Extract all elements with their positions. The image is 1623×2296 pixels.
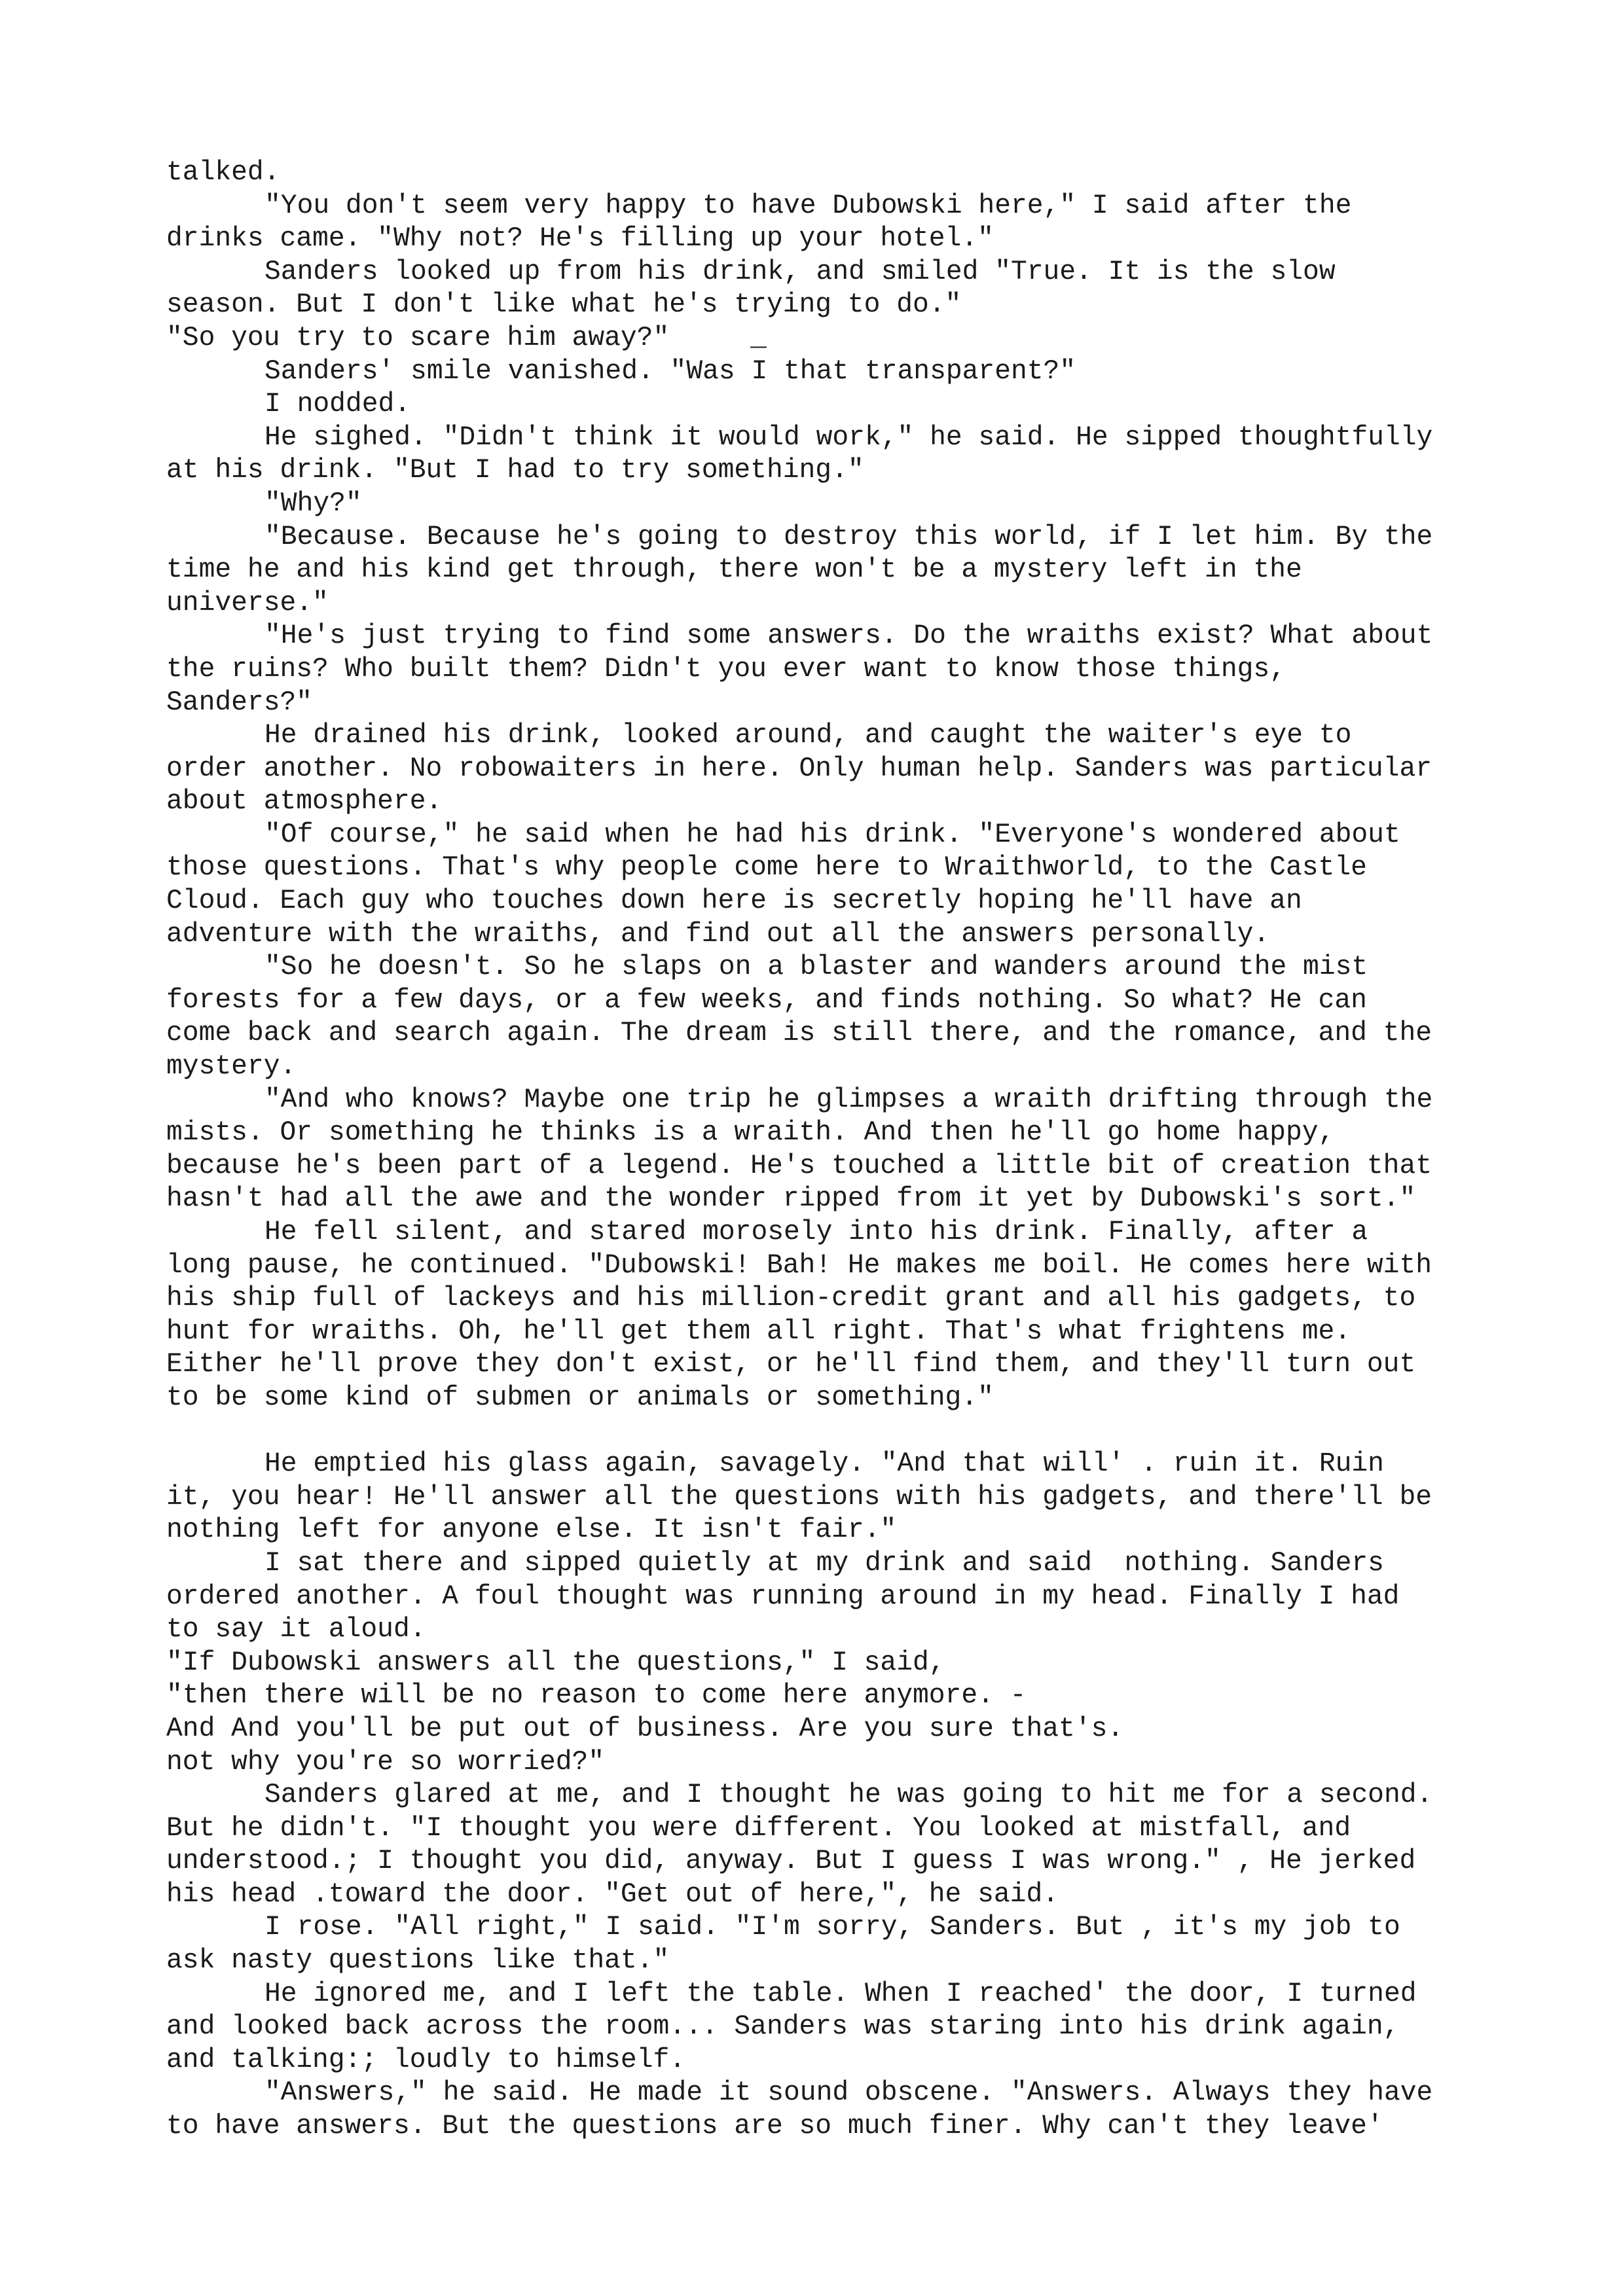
text-line: "So you try to scare him away?" _ [166, 323, 767, 353]
blank-line [166, 1415, 1515, 1448]
text-line: Either he'll prove they don't exist, or he'll find them, and they'll turn out [166, 1350, 1416, 1380]
text-line: "then there will be no reason to come here anymore. - [166, 1681, 1027, 1712]
text-line: ordered another. A foul thought was running around in my head. Finally I had [166, 1581, 1400, 1612]
text-line: nothing left for anyone else. It isn't fair." [166, 1515, 897, 1546]
text-line: adventure with the wraiths, and find out all the answers personally. [166, 919, 1270, 950]
text-line: mists. Or something he thinks is a wraith. And then he'll go home happy, [166, 1118, 1335, 1149]
text-line: his head .toward the door. "Get out of here,", he said. [166, 1879, 1059, 1910]
text-line: "If Dubowski answers all the questions," I said, [166, 1647, 945, 1678]
text-line: I nodded. [264, 389, 411, 420]
text-line: I rose. "All right," I said. "I'm sorry, Sanders. But , it's my job to [264, 1912, 1400, 1943]
text-line: not why you're so worried?" [166, 1747, 605, 1778]
text-line: He drained his drink, looked around, and caught the waiter's eye to [264, 721, 1352, 751]
text-line: universe." [166, 588, 329, 619]
text-line: ask nasty questions like that." [166, 1946, 670, 1977]
text-line: "So he doesn't. So he slaps on a blaster and wanders around the mist [264, 952, 1368, 983]
text-line: "He's just trying to find some answers. Do the wraiths exist? What about [264, 621, 1433, 652]
text-line: about atmosphere. [166, 787, 443, 817]
text-line: his ship full of lackeys and his million-credit grant and all his gadgets, to [166, 1283, 1416, 1314]
text-line: long pause, he continued. "Dubowski! Bah! He makes me boil. He comes here with [166, 1250, 1432, 1281]
text-line: season. But I don't like what he's trying to do." [166, 290, 962, 321]
body-text [166, 156, 1515, 2144]
text-line: and talking:; loudly to himself. [166, 2045, 686, 2075]
text-line: to say it aloud. [166, 1615, 426, 1645]
text-line: come back and search again. The dream is still there, and the romance, and the [166, 1018, 1432, 1049]
text-line: those questions. That's why people come here to Wraithworld, to the Castle [166, 853, 1367, 884]
text-line: Sanders looked up from his drink, and smiled "True. It is the slow [264, 257, 1336, 287]
text-line: forests for a few days, or a few weeks, and finds nothing. So what? He can [166, 985, 1367, 1016]
text-line: He fell silent, and stared morosely into his drink. Finally, after a [264, 1217, 1368, 1247]
text-line: And And you'll be put out of business. Are you sure that's. [166, 1713, 1124, 1744]
text-line: to have answers. But the questions are so much finer. Why can't they leave' [166, 2111, 1383, 2142]
text-line: drinks came. "Why not? He's filling up your hotel." [166, 224, 994, 255]
text-line: and looked back across the room... Sanders was staring into his drink again, [166, 2012, 1400, 2043]
text-line: the ruins? Who built them? Didn't you ever want to know those things, [166, 654, 1286, 685]
text-line: He sighed. "Didn't think it would work," he said. He sipped thoughtfully [264, 422, 1433, 453]
text-line: But he didn't. "I thought you were different. You looked at mistfall, and [166, 1813, 1351, 1844]
text-line: He ignored me, and I left the table. When I reached' the door, I turned [264, 1979, 1417, 2009]
text-line: because he's been part of a legend. He's touched a little bit of creation that [166, 1151, 1432, 1181]
text-line: order another. No robowaiters in here. Only human help. Sanders was particular [166, 753, 1432, 784]
text-line: to be some kind of submen or animals or something." [166, 1382, 994, 1413]
text-line: He emptied his glass again, savagely. "And that will' . ruin it. Ruin [264, 1449, 1384, 1480]
text-line: "Why?" [264, 488, 362, 519]
text-line: understood.; I thought you did, anyway. But I guess I was wrong." , He jerked [166, 1846, 1416, 1877]
text-line: "Of course," he said when he had his drink. "Everyone's wondered about [264, 819, 1400, 850]
text-line: Sanders' smile vanished. "Was I that transparent?" [264, 356, 1076, 387]
text-line: hasn't had all the awe and the wonder ripped from it yet by Dubowski's sort." [166, 1184, 1416, 1215]
text-line: talked. [166, 158, 280, 188]
text-line: "Answers," he said. He made it sound obscene. "Answers. Always they have [264, 2078, 1433, 2109]
text-line: hunt for wraiths. Oh, he'll get them all right. That's what frightens me. [166, 1316, 1351, 1347]
text-line: Cloud. Each guy who touches down here is secretly hoping he'll have an [166, 886, 1302, 917]
text-line: "And who knows? Maybe one trip he glimpses a wraith drifting through the [264, 1085, 1433, 1115]
text-line: time he and his kind get through, there won't be a mystery left in the [166, 555, 1302, 586]
text-line: "Because. Because he's going to destroy this world, if I let him. By the [264, 522, 1433, 552]
text-line: Sanders glared at me, and I thought he was going to hit me for a second. [264, 1780, 1433, 1811]
text-line: Sanders?" [166, 687, 313, 718]
text-line: at his drink. "But I had to try something." [166, 456, 864, 486]
text-line: it, you hear! He'll answer all the questions with his gadgets, and there'll be [166, 1482, 1432, 1513]
text-line: "You don't seem very happy to have Dubowski here," I said after the [264, 190, 1352, 221]
text-line: I sat there and sipped quietly at my drink and said nothing. Sanders [264, 1548, 1384, 1579]
text-line: mystery. [166, 1052, 297, 1083]
